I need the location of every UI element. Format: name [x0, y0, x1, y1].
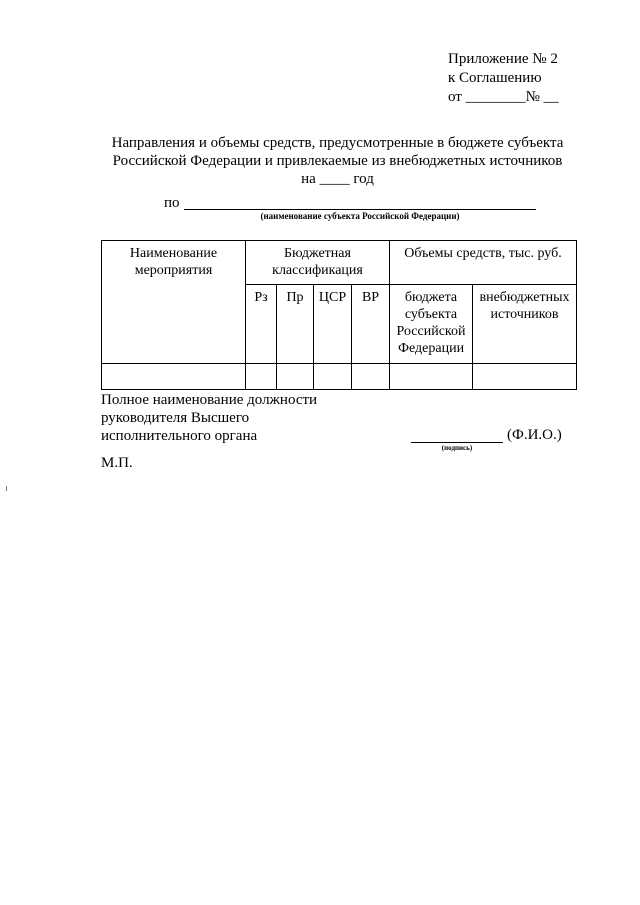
full-name-label: (Ф.И.О.) [507, 427, 562, 443]
header-fund-volumes: Объемы средств, тыс. руб. [390, 241, 577, 285]
header-vr: ВР [352, 285, 390, 364]
table-cell [352, 364, 390, 390]
position-line-1: Полное наименование должности [101, 392, 318, 408]
appendix-number: Приложение № 2 [448, 51, 558, 67]
header-event-name: Наименование мероприятия [102, 241, 246, 364]
position-line-2: руководителя Высшего [101, 410, 250, 426]
header-csr: ЦСР [314, 285, 352, 364]
subject-fill-line [184, 209, 536, 210]
header-rz: Рз [246, 285, 277, 364]
table-cell [102, 364, 246, 390]
table-cell [314, 364, 352, 390]
table-cell [473, 364, 577, 390]
stamp-place-label: М.П. [101, 455, 133, 471]
header-subject-budget: бюджета субъекта Российской Федерации [390, 285, 473, 364]
title-line-1: Направления и объемы средств, предусмотренные в бюджете субъекта [111, 135, 564, 151]
signature-line [411, 442, 503, 443]
table-row [102, 364, 577, 390]
document-title [100, 134, 575, 188]
appendix-header [448, 50, 559, 107]
subject-caption: (наименование субъекта Российской Федерации) [260, 211, 460, 221]
signature-caption: (подпись) [441, 444, 473, 452]
header-pr: Пр [277, 285, 314, 364]
funding-table [101, 240, 577, 390]
title-line-2: Российской Федерации и привлекаемые из внебюджетных источников [112, 153, 563, 169]
position-line-3: исполнительного органа [101, 428, 258, 444]
header-budget-classification: Бюджетная классификация [246, 241, 390, 285]
table-cell [390, 364, 473, 390]
table-cell [246, 364, 277, 390]
header-extra-budget: внебюджетных источников [473, 285, 577, 364]
scan-mark [6, 486, 7, 491]
appendix-agreement: к Соглашению [448, 70, 542, 86]
appendix-date-number: от ________№ __ [448, 89, 559, 105]
title-year-line: на ____ год [301, 171, 374, 187]
table-cell [277, 364, 314, 390]
official-position [101, 391, 317, 445]
subject-prefix: по [164, 195, 180, 211]
